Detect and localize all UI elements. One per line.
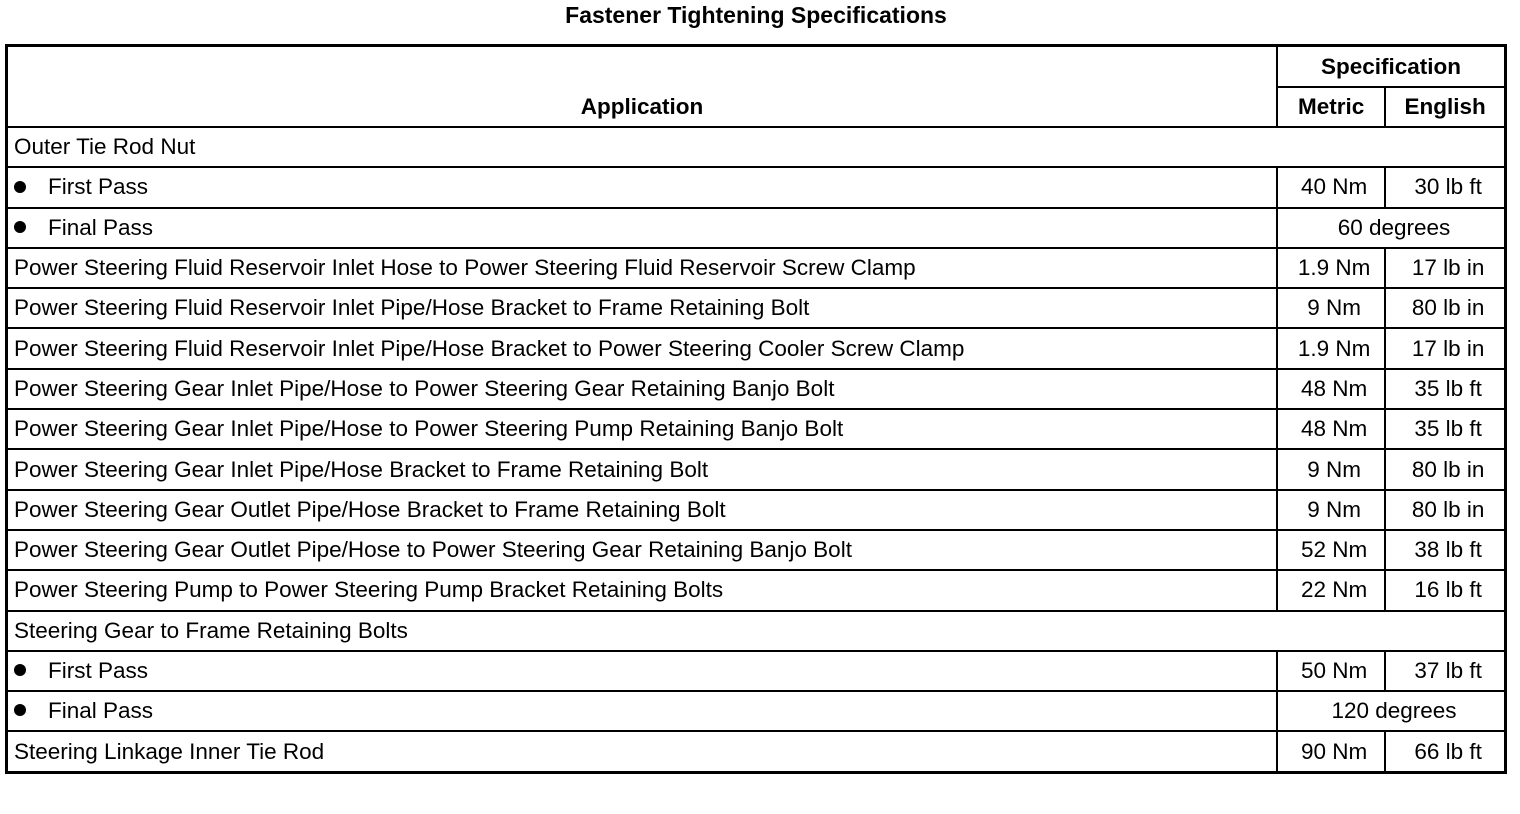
group-application-cell: Outer Tie Rod Nut bbox=[7, 127, 1506, 167]
angle-spec-cell: 60 degrees bbox=[1277, 208, 1505, 248]
fastener-spec-table bbox=[5, 44, 1507, 774]
metric-cell: 22 Nm bbox=[1277, 570, 1385, 610]
metric-cell: 40 Nm bbox=[1277, 167, 1385, 207]
english-cell: 17 lb in bbox=[1385, 328, 1505, 368]
english-cell: 80 lb in bbox=[1385, 490, 1505, 530]
application-cell: Power Steering Gear Inlet Pipe/Hose Bracket to Frame Retaining Bolt bbox=[7, 449, 1278, 489]
table-row bbox=[7, 731, 1506, 772]
metric-header: Metric bbox=[1277, 87, 1385, 127]
table-row bbox=[7, 288, 1506, 328]
table-row bbox=[7, 691, 1506, 731]
english-cell: 66 lb ft bbox=[1385, 731, 1505, 772]
application-cell: Power Steering Fluid Reservoir Inlet Pipe/Hose Bracket to Frame Retaining Bolt bbox=[7, 288, 1278, 328]
table-row bbox=[7, 651, 1506, 691]
metric-cell: 1.9 Nm bbox=[1277, 328, 1385, 368]
table-row bbox=[7, 248, 1506, 288]
metric-cell: 9 Nm bbox=[1277, 288, 1385, 328]
sub-application-label: First Pass bbox=[48, 658, 149, 683]
english-cell: 35 lb ft bbox=[1385, 409, 1505, 449]
bullet-icon bbox=[14, 664, 26, 676]
angle-spec-cell: 120 degrees bbox=[1277, 691, 1505, 731]
application-cell: Power Steering Gear Outlet Pipe/Hose to Power Steering Gear Retaining Banjo Bolt bbox=[7, 530, 1278, 570]
english-cell: 37 lb ft bbox=[1385, 651, 1505, 691]
metric-cell: 48 Nm bbox=[1277, 369, 1385, 409]
table-row bbox=[7, 611, 1506, 651]
application-cell: Power Steering Pump to Power Steering Pump Bracket Retaining Bolts bbox=[7, 570, 1278, 610]
table-row bbox=[7, 530, 1506, 570]
bullet-icon bbox=[14, 221, 26, 233]
english-cell: 38 lb ft bbox=[1385, 530, 1505, 570]
sub-application-cell bbox=[7, 651, 1278, 691]
table-body bbox=[7, 127, 1506, 772]
metric-cell: 50 Nm bbox=[1277, 651, 1385, 691]
sub-application-label: Final Pass bbox=[48, 698, 154, 724]
table-header-row bbox=[7, 46, 1506, 88]
table-row bbox=[7, 570, 1506, 610]
sub-application-cell bbox=[7, 691, 1278, 731]
bullet-icon bbox=[14, 704, 26, 716]
sub-application-cell bbox=[7, 208, 1278, 248]
sub-application-label: Final Pass bbox=[48, 214, 154, 240]
english-cell: 35 lb ft bbox=[1385, 369, 1505, 409]
application-header: Application bbox=[7, 46, 1278, 128]
table-row bbox=[7, 490, 1506, 530]
metric-cell: 9 Nm bbox=[1277, 490, 1385, 530]
application-cell: Steering Linkage Inner Tie Rod bbox=[7, 731, 1278, 772]
document-title: Fastener Tightening Specifications bbox=[565, 2, 947, 28]
table-row bbox=[7, 208, 1506, 248]
application-cell: Power Steering Gear Inlet Pipe/Hose to Power Steering Gear Retaining Banjo Bolt bbox=[7, 369, 1278, 409]
specification-header: Specification bbox=[1277, 46, 1505, 88]
english-cell: 80 lb in bbox=[1385, 449, 1505, 489]
english-cell: 30 lb ft bbox=[1385, 167, 1505, 207]
table-row bbox=[7, 127, 1506, 167]
sub-application-cell bbox=[7, 167, 1278, 207]
metric-cell: 90 Nm bbox=[1277, 731, 1385, 772]
application-cell: Power Steering Gear Inlet Pipe/Hose to Power Steering Pump Retaining Banjo Bolt bbox=[7, 409, 1278, 449]
metric-cell: 1.9 Nm bbox=[1277, 248, 1385, 288]
application-cell: Power Steering Gear Outlet Pipe/Hose Bracket to Frame Retaining Bolt bbox=[7, 490, 1278, 530]
metric-cell: 48 Nm bbox=[1277, 409, 1385, 449]
table-row bbox=[7, 449, 1506, 489]
table-row bbox=[7, 409, 1506, 449]
application-cell: Power Steering Fluid Reservoir Inlet Pipe/Hose Bracket to Power Steering Cooler Screw Clamp bbox=[7, 328, 1278, 368]
sub-application-label: First Pass bbox=[48, 174, 149, 200]
english-cell: 80 lb in bbox=[1385, 288, 1505, 328]
group-application-cell: Steering Gear to Frame Retaining Bolts bbox=[7, 611, 1506, 651]
table-row bbox=[7, 328, 1506, 368]
english-cell: 17 lb in bbox=[1385, 248, 1505, 288]
table-row bbox=[7, 167, 1506, 207]
metric-cell: 9 Nm bbox=[1277, 449, 1385, 489]
application-cell: Power Steering Fluid Reservoir Inlet Hose to Power Steering Fluid Reservoir Screw Clamp bbox=[7, 248, 1278, 288]
english-cell: 16 lb ft bbox=[1385, 570, 1505, 610]
bullet-icon bbox=[14, 181, 26, 193]
metric-cell: 52 Nm bbox=[1277, 530, 1385, 570]
english-header: English bbox=[1385, 87, 1505, 127]
table-row bbox=[7, 369, 1506, 409]
